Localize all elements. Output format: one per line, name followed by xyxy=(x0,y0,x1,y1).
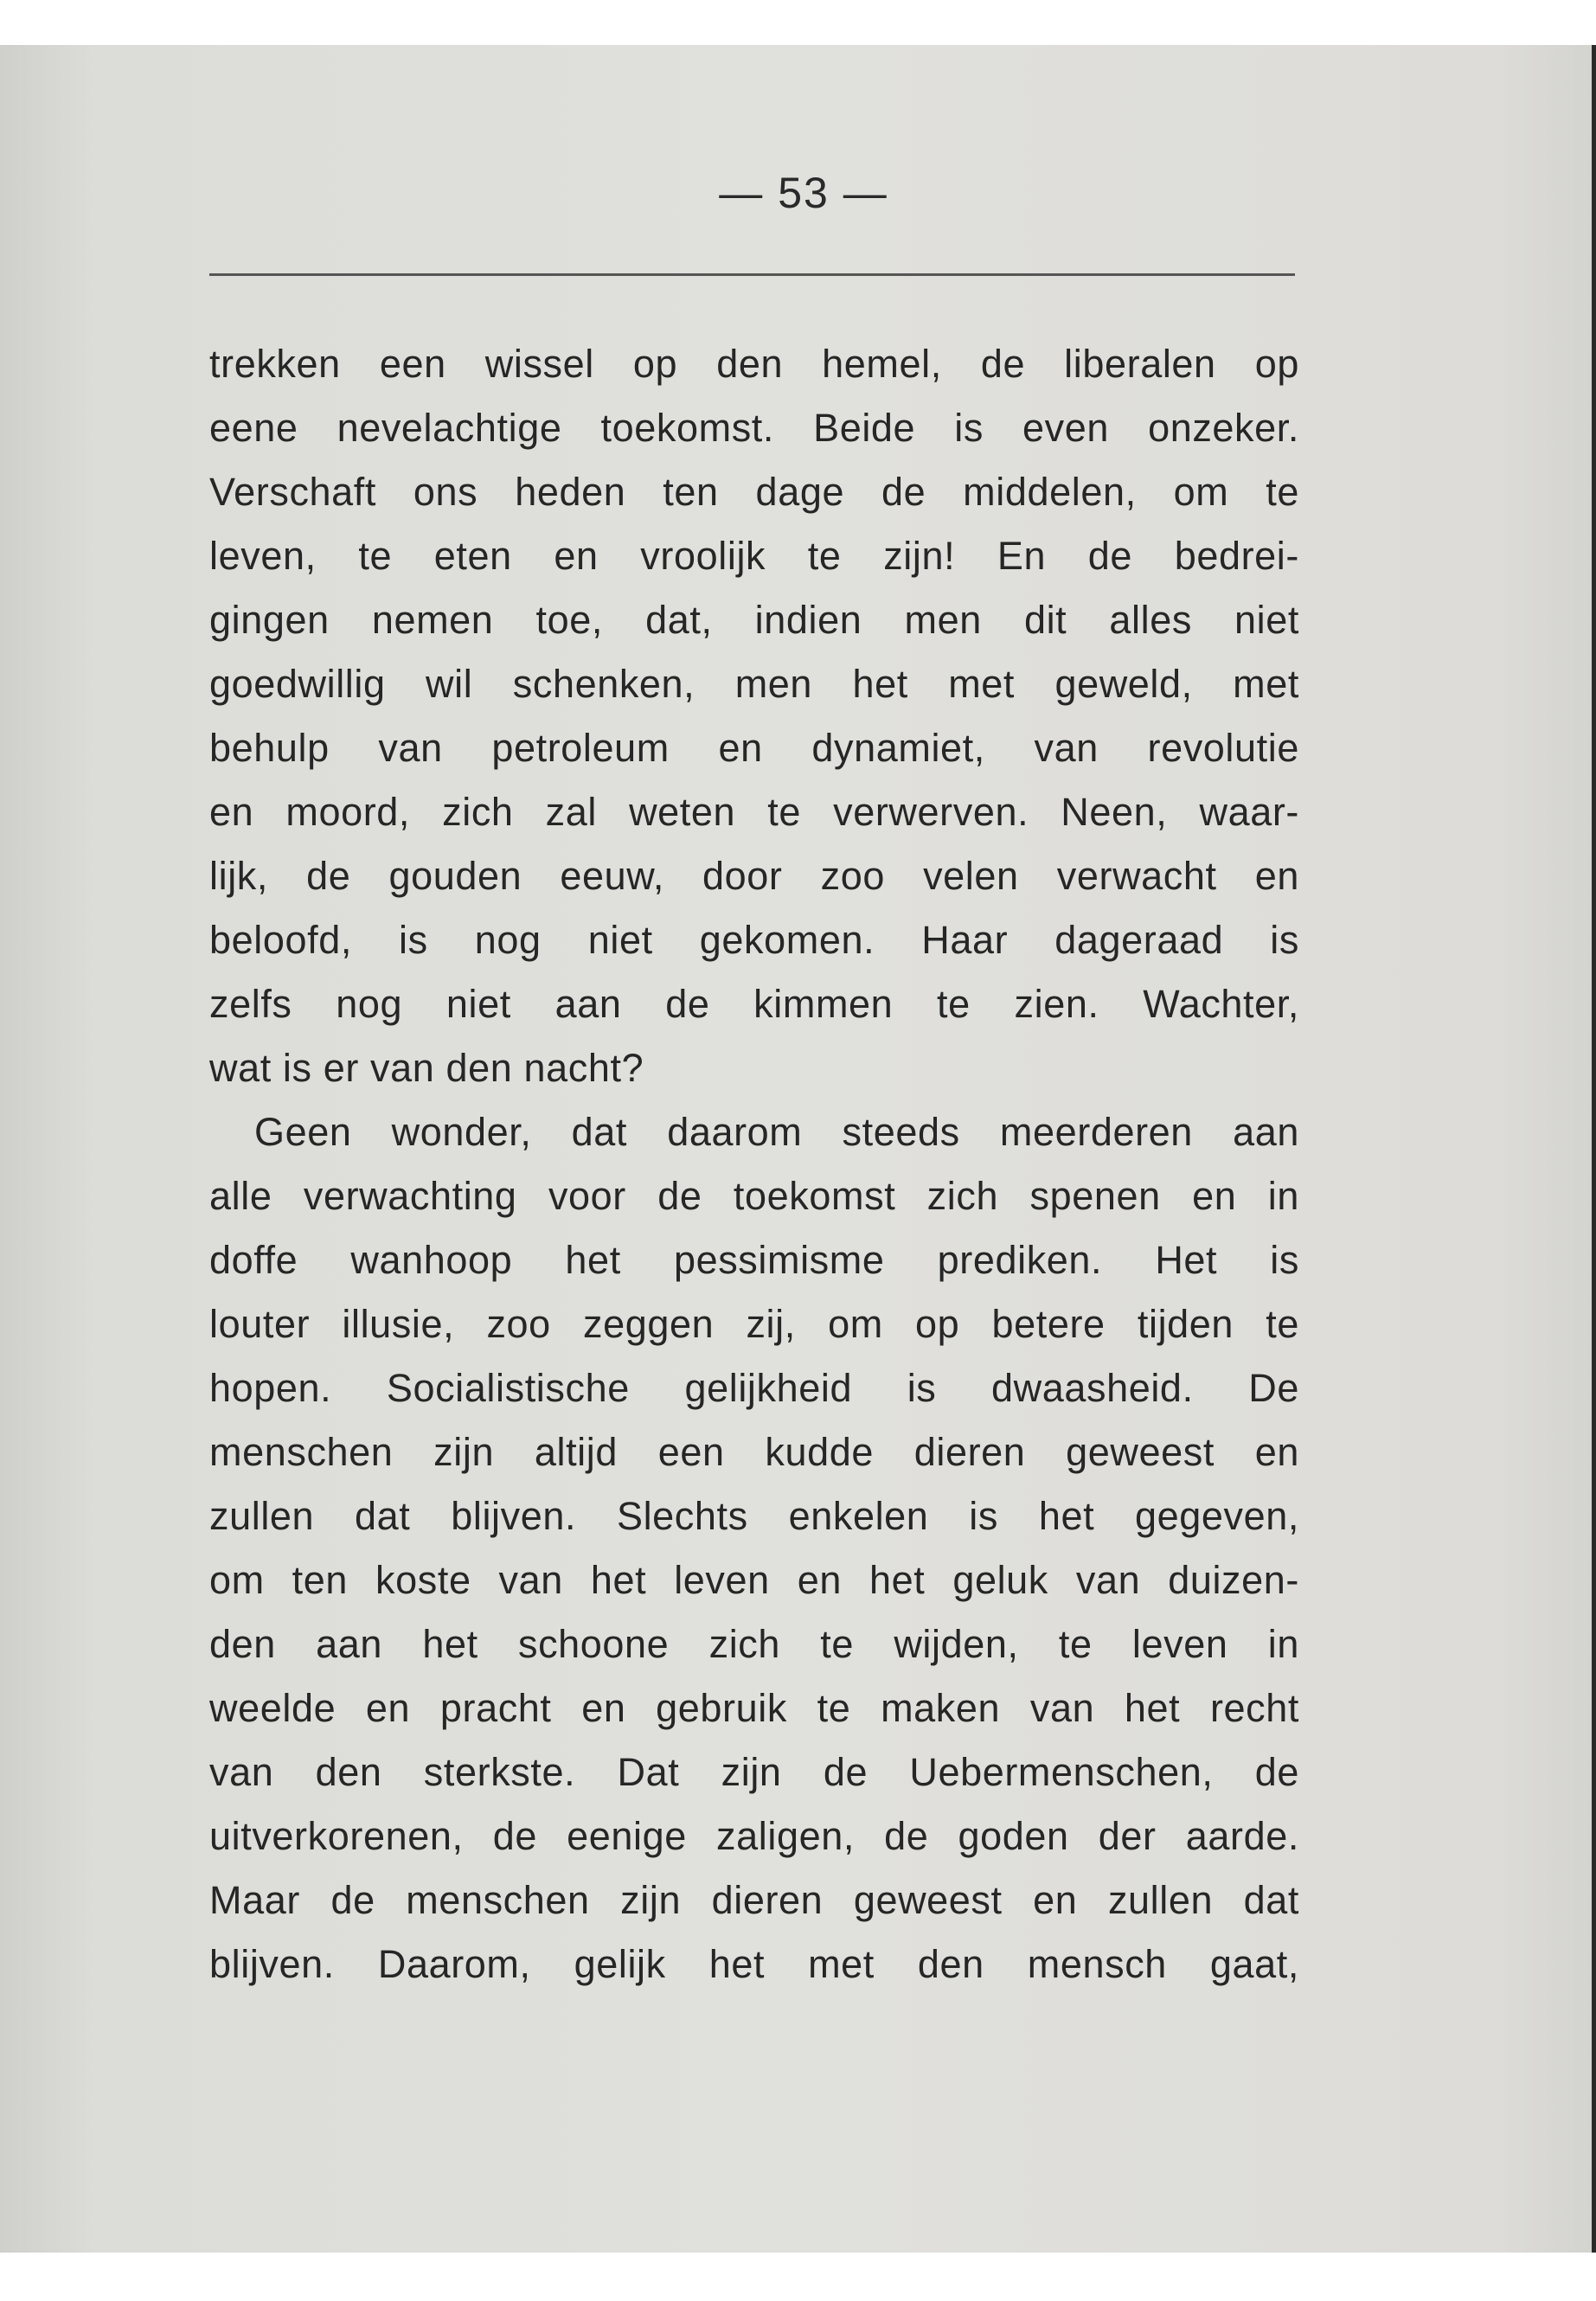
book-page xyxy=(0,45,1592,2253)
text-line: om ten koste van het leven en het geluk van duizen- xyxy=(209,1558,1299,1602)
text-line: beloofd, is nog niet gekomen. Haar dageraad is xyxy=(209,918,1299,962)
text-line: trekken een wissel op den hemel, de liberalen op xyxy=(209,342,1299,386)
text-line: Maar de menschen zijn dieren geweest en zullen dat xyxy=(209,1878,1299,1922)
text-line: uitverkorenen, de eenige zaligen, de goden der aarde. xyxy=(209,1814,1299,1858)
paragraph-start-line: Geen wonder, dat daarom steeds meerderen aan xyxy=(254,1110,1299,1154)
text-line: menschen zijn altijd een kudde dieren geweest en xyxy=(209,1430,1299,1474)
text-line: doffe wanhoop het pessimisme prediken. Het is xyxy=(209,1238,1299,1282)
text-line: weelde en pracht en gebruik te maken van het recht xyxy=(209,1686,1299,1730)
text-line: zelfs nog niet aan de kimmen te zien. Wachter, xyxy=(209,982,1299,1026)
text-line: leven, te eten en vroolijk te zijn! En de bedrei- xyxy=(209,534,1299,578)
text-line: alle verwachting voor de toekomst zich spenen en in xyxy=(209,1174,1299,1218)
text-line: gingen nemen toe, dat, indien men dit alles niet xyxy=(209,598,1299,642)
page-edge xyxy=(1592,45,1596,2253)
text-line: zullen dat blijven. Slechts enkelen is het gegeven, xyxy=(209,1494,1299,1538)
text-line: lijk, de gouden eeuw, door zoo velen verwacht en xyxy=(209,854,1299,898)
text-line: van den sterkste. Dat zijn de Uebermenschen, de xyxy=(209,1750,1299,1794)
text-line: den aan het schoone zich te wijden, te leven in xyxy=(209,1622,1299,1666)
text-line: blijven. Daarom, gelijk het met den mensch gaat, xyxy=(209,1942,1299,1986)
body-text xyxy=(209,332,1299,1997)
text-line: en moord, zich zal weten te verwerven. Neen, waar- xyxy=(209,790,1299,834)
text-line: goedwillig wil schenken, men het met geweld, met xyxy=(209,662,1299,706)
text-line: Verschaft ons heden ten dage de middelen, om te xyxy=(209,470,1299,514)
page-number: — 53 — xyxy=(719,169,888,217)
text-line: hopen. Socialistische gelijkheid is dwaasheid. De xyxy=(209,1366,1299,1410)
header-rule xyxy=(209,273,1295,276)
text-line: louter illusie, zoo zeggen zij, om op betere tijden te xyxy=(209,1302,1299,1346)
text-line: eene nevelachtige toekomst. Beide is even onzeker. xyxy=(209,406,1299,450)
text-line: behulp van petroleum en dynamiet, van revolutie xyxy=(209,726,1299,770)
paragraph-end-line: wat is er van den nacht? xyxy=(209,1046,644,1090)
